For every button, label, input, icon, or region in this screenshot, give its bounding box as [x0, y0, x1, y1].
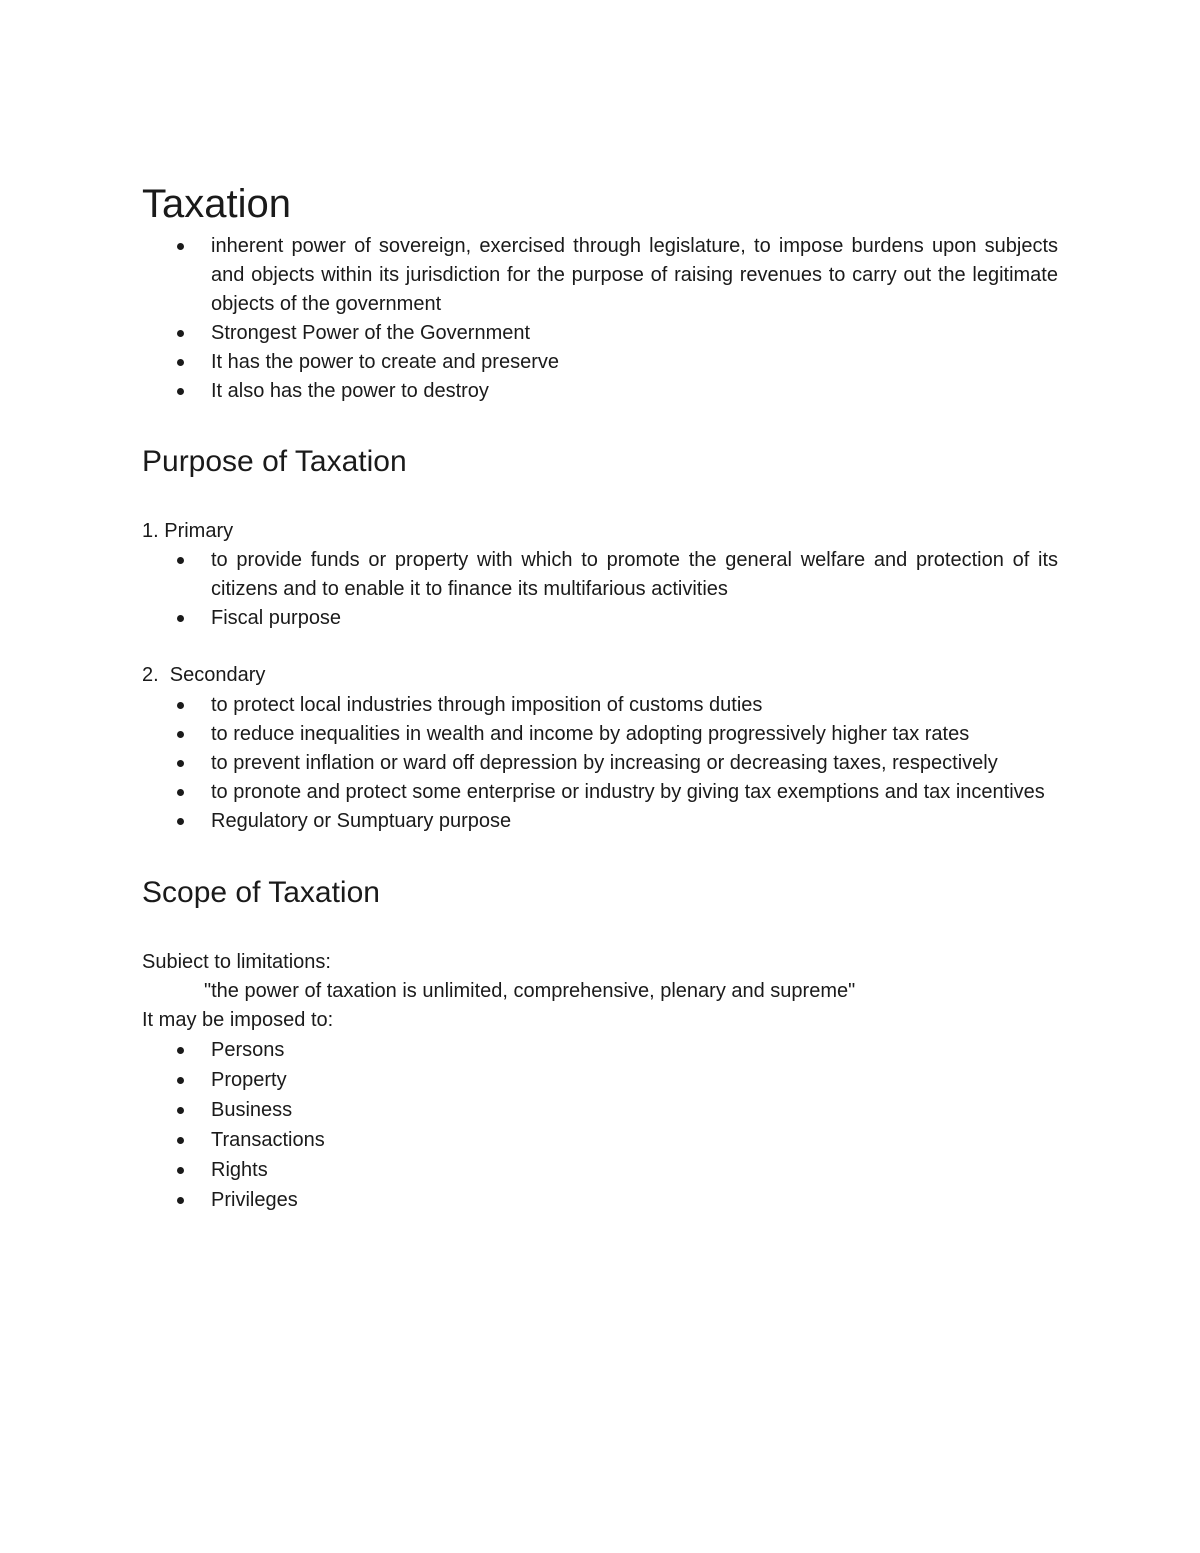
secondary-bullet-list — [142, 691, 1058, 836]
primary-bullet-list — [142, 546, 1058, 633]
list-item: to protect local industries through imposition of customs duties — [142, 691, 1058, 720]
purpose-heading: Purpose of Taxation — [142, 445, 407, 478]
list-item: to reduce inequalities in wealth and income by adopting progressively higher tax rates — [142, 720, 1058, 749]
document-title: Taxation — [142, 182, 291, 226]
list-item: Property — [142, 1065, 1058, 1095]
scope-imposed-line: It may be imposed to: — [142, 1009, 334, 1031]
list-item: to prevent inflation or ward off depression by increasing or decreasing taxes, respectively — [142, 749, 1058, 778]
list-item: Transactions — [142, 1125, 1058, 1155]
list-item: Privileges — [142, 1185, 1058, 1215]
list-item: Persons — [142, 1035, 1058, 1065]
list-item: Business — [142, 1095, 1058, 1125]
primary-label: 1. Primary — [142, 520, 234, 542]
list-item: to pronote and protect some enterprise or industry by giving tax exemptions and tax incentives — [142, 778, 1058, 807]
list-item: It has the power to create and preserve — [142, 348, 1058, 377]
scope-subject-line: Subiect to limitations: — [142, 951, 331, 973]
list-item: Strongest Power of the Government — [142, 319, 1058, 348]
list-item: to provide funds or property with which to promote the general welfare and protection of its citizens and to enable it to finance its multifarious activities — [142, 546, 1058, 604]
list-item: inherent power of sovereign, exercised through legislature, to impose burdens upon subjects and objects within its jurisdiction for the purpose of raising revenues to carry out the legitimate objects of the government — [142, 232, 1058, 319]
secondary-label: 2. Secondary — [142, 664, 266, 686]
list-item: Regulatory or Sumptuary purpose — [142, 807, 1058, 836]
scope-quote: "the power of taxation is unlimited, comprehensive, plenary and supreme" — [204, 980, 856, 1002]
list-item: It also has the power to destroy — [142, 377, 1058, 406]
intro-bullet-list — [142, 232, 1058, 406]
document-page — [142, 178, 1058, 1215]
list-item: Rights — [142, 1155, 1058, 1185]
scope-heading: Scope of Taxation — [142, 876, 380, 909]
list-item: Fiscal purpose — [142, 604, 1058, 633]
scope-bullet-list — [142, 1035, 1058, 1215]
